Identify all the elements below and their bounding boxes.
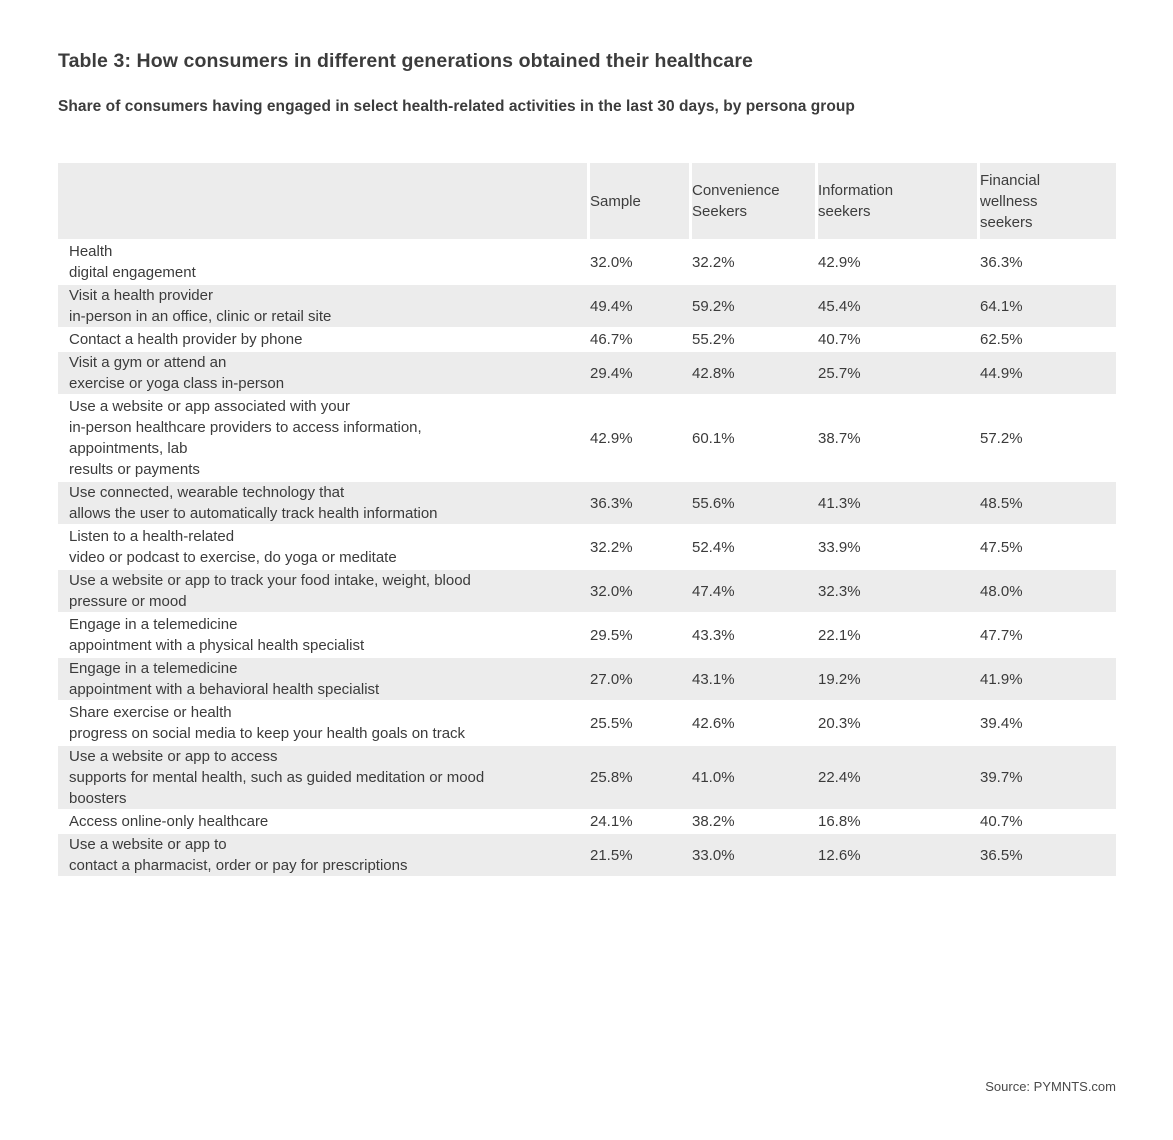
table-row xyxy=(58,283,1116,327)
table-header xyxy=(58,163,1116,239)
convenience-seekers-value: 43.3% xyxy=(692,612,818,656)
table-row xyxy=(58,612,1116,656)
activity-label-line: Share exercise or health xyxy=(69,704,232,721)
convenience-seekers-value: 43.1% xyxy=(692,656,818,700)
convenience-seekers-value: 55.2% xyxy=(692,327,818,350)
information-seekers-value: 38.7% xyxy=(818,394,980,480)
column-header-activity xyxy=(58,163,590,239)
information-seekers-value: 19.2% xyxy=(818,656,980,700)
activity-label-line: allows the user to automatically track health information xyxy=(69,505,438,522)
financial-wellness-seekers-value: 36.3% xyxy=(980,239,1116,283)
activity-label-line: Engage in a telemedicine xyxy=(69,616,238,633)
activity-label-line: appointment with a physical health specialist xyxy=(69,637,365,654)
convenience-seekers-value: 42.8% xyxy=(692,350,818,394)
activity-label-cell xyxy=(58,809,590,832)
table-row xyxy=(58,327,1116,350)
activity-label-line: appointment with a behavioral health specialist xyxy=(69,681,380,698)
activity-label-cell xyxy=(58,700,590,744)
activity-label-cell xyxy=(58,832,590,876)
table-row xyxy=(58,744,1116,809)
information-seekers-value: 22.4% xyxy=(818,744,980,809)
activity-label-line: Use a website or app associated with your xyxy=(69,398,350,415)
activity-label-cell xyxy=(58,524,590,568)
information-seekers-value: 16.8% xyxy=(818,809,980,832)
sample-value: 21.5% xyxy=(590,832,692,876)
table-row xyxy=(58,832,1116,876)
column-header-sample xyxy=(590,163,692,239)
sample-value: 27.0% xyxy=(590,656,692,700)
sample-value: 46.7% xyxy=(590,327,692,350)
column-header-information-seekers xyxy=(818,163,980,239)
financial-wellness-seekers-value: 44.9% xyxy=(980,350,1116,394)
table-container xyxy=(58,163,1116,876)
column-header-line: Information xyxy=(818,182,894,199)
activity-label-line: exercise or yoga class in-person xyxy=(69,375,285,392)
activity-label-line: progress on social media to keep your health goals on track xyxy=(69,725,466,742)
information-seekers-value: 42.9% xyxy=(818,239,980,283)
information-seekers-value: 40.7% xyxy=(818,327,980,350)
activity-label-line: boosters xyxy=(69,790,127,807)
financial-wellness-seekers-value: 48.5% xyxy=(980,480,1116,524)
financial-wellness-seekers-value: 47.5% xyxy=(980,524,1116,568)
activity-label-line: results or payments xyxy=(69,461,200,478)
activity-label-line: Access online-only healthcare xyxy=(69,813,269,830)
activity-label-cell xyxy=(58,327,590,350)
activity-label-cell xyxy=(58,656,590,700)
activity-label-line: in-person healthcare providers to access information, xyxy=(69,419,422,436)
table-row xyxy=(58,239,1116,283)
sample-value: 25.5% xyxy=(590,700,692,744)
convenience-seekers-value: 42.6% xyxy=(692,700,818,744)
financial-wellness-seekers-value: 62.5% xyxy=(980,327,1116,350)
convenience-seekers-value: 47.4% xyxy=(692,568,818,612)
information-seekers-value: 41.3% xyxy=(818,480,980,524)
convenience-seekers-value: 60.1% xyxy=(692,394,818,480)
table-row xyxy=(58,524,1116,568)
healthcare-activities-table xyxy=(58,163,1116,876)
table-header-row xyxy=(58,163,1116,239)
convenience-seekers-value: 38.2% xyxy=(692,809,818,832)
sample-value: 36.3% xyxy=(590,480,692,524)
information-seekers-value: 22.1% xyxy=(818,612,980,656)
activity-label-line: supports for mental health, such as guided meditation or mood xyxy=(69,769,485,786)
column-header-line: Convenience xyxy=(692,182,780,199)
column-header-line: seekers xyxy=(818,203,871,220)
table-row xyxy=(58,656,1116,700)
information-seekers-value: 33.9% xyxy=(818,524,980,568)
column-header-line: seekers xyxy=(980,213,1033,231)
sample-value: 32.2% xyxy=(590,524,692,568)
sample-value: 29.5% xyxy=(590,612,692,656)
column-header-line: Seekers xyxy=(692,203,748,220)
convenience-seekers-value: 41.0% xyxy=(692,744,818,809)
sample-value: 32.0% xyxy=(590,568,692,612)
activity-label-cell xyxy=(58,744,590,809)
activity-label-line: in-person in an office, clinic or retail site xyxy=(69,308,332,325)
activity-label-cell xyxy=(58,239,590,283)
convenience-seekers-value: 55.6% xyxy=(692,480,818,524)
activity-label-line: contact a pharmacist, order or pay for prescriptions xyxy=(69,857,408,874)
activity-label-line: Contact a health provider by phone xyxy=(69,331,303,348)
convenience-seekers-value: 52.4% xyxy=(692,524,818,568)
source-note: Source: PYMNTS.com xyxy=(985,1079,1116,1094)
column-header-line: wellness xyxy=(980,192,1038,210)
activity-label-cell xyxy=(58,480,590,524)
activity-label-line: Use a website or app to access xyxy=(69,748,278,765)
page-title: Table 3: How consumers in different generations obtained their healthcare xyxy=(58,50,753,72)
information-seekers-value: 12.6% xyxy=(818,832,980,876)
activity-label-cell xyxy=(58,350,590,394)
convenience-seekers-value: 59.2% xyxy=(692,283,818,327)
column-header-line: Sample xyxy=(590,192,641,210)
table-row xyxy=(58,809,1116,832)
column-header-line: Financial xyxy=(980,171,1041,189)
financial-wellness-seekers-value: 39.7% xyxy=(980,744,1116,809)
information-seekers-value: 25.7% xyxy=(818,350,980,394)
activity-label-line: Listen to a health-related xyxy=(69,528,235,545)
column-header-convenience-seekers xyxy=(692,163,818,239)
information-seekers-value: 32.3% xyxy=(818,568,980,612)
table-row xyxy=(58,350,1116,394)
activity-label-line: appointments, lab xyxy=(69,440,188,457)
financial-wellness-seekers-value: 47.7% xyxy=(980,612,1116,656)
financial-wellness-seekers-value: 57.2% xyxy=(980,394,1116,480)
table-row xyxy=(58,394,1116,480)
activity-label-line: video or podcast to exercise, do yoga or meditate xyxy=(69,549,397,566)
activity-label-line: digital engagement xyxy=(69,264,196,281)
activity-label-line: pressure or mood xyxy=(69,593,187,610)
activity-label-line: Visit a gym or attend an xyxy=(69,354,227,371)
sample-value: 29.4% xyxy=(590,350,692,394)
table-row xyxy=(58,568,1116,612)
activity-label-line: Use a website or app to xyxy=(69,836,227,853)
information-seekers-value: 20.3% xyxy=(818,700,980,744)
convenience-seekers-value: 32.2% xyxy=(692,239,818,283)
information-seekers-value: 45.4% xyxy=(818,283,980,327)
financial-wellness-seekers-value: 48.0% xyxy=(980,568,1116,612)
activity-label-line: Health xyxy=(69,243,113,260)
activity-label-line: Visit a health provider xyxy=(69,287,213,304)
activity-label-line: Engage in a telemedicine xyxy=(69,660,238,677)
convenience-seekers-value: 33.0% xyxy=(692,832,818,876)
financial-wellness-seekers-value: 64.1% xyxy=(980,283,1116,327)
sample-value: 24.1% xyxy=(590,809,692,832)
column-header-financial-wellness-seekers xyxy=(980,163,1116,239)
table-body xyxy=(58,239,1116,876)
financial-wellness-seekers-value: 41.9% xyxy=(980,656,1116,700)
financial-wellness-seekers-value: 39.4% xyxy=(980,700,1116,744)
activity-label-cell xyxy=(58,568,590,612)
activity-label-line: Use a website or app to track your food intake, weight, blood xyxy=(69,572,471,589)
table-row xyxy=(58,480,1116,524)
financial-wellness-seekers-value: 40.7% xyxy=(980,809,1116,832)
activity-label-cell xyxy=(58,612,590,656)
table-row xyxy=(58,700,1116,744)
financial-wellness-seekers-value: 36.5% xyxy=(980,832,1116,876)
activity-label-line: Use connected, wearable technology that xyxy=(69,484,345,501)
sample-value: 42.9% xyxy=(590,394,692,480)
activity-label-cell xyxy=(58,394,590,480)
sample-value: 49.4% xyxy=(590,283,692,327)
activity-label-cell xyxy=(58,283,590,327)
sample-value: 25.8% xyxy=(590,744,692,809)
sample-value: 32.0% xyxy=(590,239,692,283)
page-subtitle: Share of consumers having engaged in select health-related activities in the last 30 days, by persona group xyxy=(58,98,855,115)
